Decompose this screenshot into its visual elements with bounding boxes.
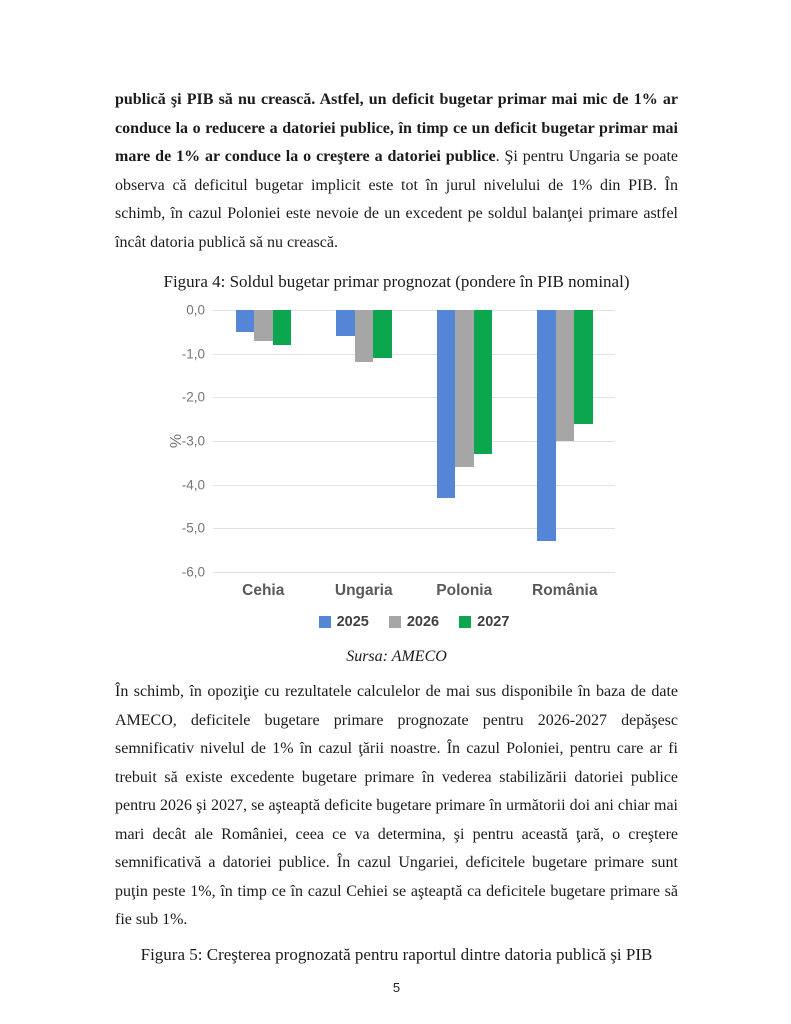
y-axis-tick: 0,0 [186,302,205,318]
bar-2025-cehia [236,310,255,332]
bar-2026-polonia [455,310,474,467]
bar-2027-polonia [474,310,493,454]
legend-item-2026 [389,614,439,630]
bar-2025-românia [537,310,556,541]
y-axis-tick: -2,0 [181,389,205,405]
x-axis-label-polonia: Polonia [436,582,493,599]
paragraph-analysis: În schimb, în opoziţie cu rezultatele calculelor de mai sus disponibile în baza de date AMECO, deficitele bugetare primare prognozate pentru 2026-2027 depăşesc semnificativ nivelul de 1% în cazul ţării noastre. În cazul Poloniei, pentru care ar fi trebuit să existe excedente bugetare primare în vederea stabilizării datoriei publice pentru 2026 şi 2027, se aşteaptă deficite bugetare primare în următorii doi ani chiar mai mari decât ale României, ceea ce va determina, şi pentru această ţară, o creştere semnificativă a datoriei publice. În cazul Ungariei, deficitele bugetare primare sunt puţin peste 1%, în timp ce în cazul Cehiei se aşteaptă ca deficitele bugetare primare să fie sub 1%. [115,683,678,928]
figure4-caption: Figura 4: Soldul bugetar primar prognozat (pondere în PIB nominal) [163,272,630,291]
plot-area [181,302,615,599]
bar-2027-cehia [273,310,292,345]
bar-2027-românia [574,310,593,424]
x-axis-label-cehia: Cehia [242,582,285,599]
bar-2026-cehia [254,310,273,341]
legend-label-2026: 2026 [406,614,440,630]
x-axis-label-ungaria: Ungaria [334,582,393,599]
bar-2026-ungaria [355,310,374,362]
legend-swatch-2026 [389,616,401,628]
chart-legend [213,614,615,630]
y-axis-tick: -4,0 [181,477,205,493]
legend-swatch-2025 [319,616,331,628]
gridline [213,572,615,573]
legend-label-2025: 2025 [336,614,369,630]
legend-label-2027: 2027 [477,614,510,630]
legend-item-2025 [319,614,369,630]
y-axis-tick: -1,0 [181,346,205,362]
bar-2026-românia [556,310,575,441]
bar-2025-polonia [437,310,456,498]
figure5-caption: Figura 5: Creşterea prognozată pentru raportul dintre datoria publică şi PIB [140,944,653,964]
y-axis-tick: -5,0 [181,520,205,536]
paragraph-intro-regular-text: . Şi pentru Ungaria se poate observa că deficitul bugetar implicit este tot în jurul nivelului de 1% din PIB. În schimb, în cazul Poloniei este nevoie de un excedent pe soldul balanţei primare astfel încât datoria publică să nu crească. [115,148,678,251]
paragraph-intro-bold-text: publică şi PIB să nu crească. Astfel, un deficit bugetar primar mai mic de 1% ar conduce la o reducere a datoriei publice, în timp ce un deficit bugetar primar mai mare de 1% ar conduce la o creştere a datoriei publice [115,91,678,165]
x-axis-label-românia: România [532,582,598,599]
figure4-source: Sursa: AMECO [346,648,447,665]
y-axis-label: % [168,433,185,449]
bar-2027-ungaria [373,310,392,358]
legend-swatch-2027 [459,616,471,628]
paragraph-intro [115,86,678,257]
page-number: 5 [392,979,401,995]
legend-item-2027 [459,614,509,630]
bar-2025-ungaria [336,310,355,336]
figure4-bar-chart [115,294,678,642]
y-axis-tick: -6,0 [181,564,205,580]
y-axis-tick: -3,0 [181,433,205,449]
